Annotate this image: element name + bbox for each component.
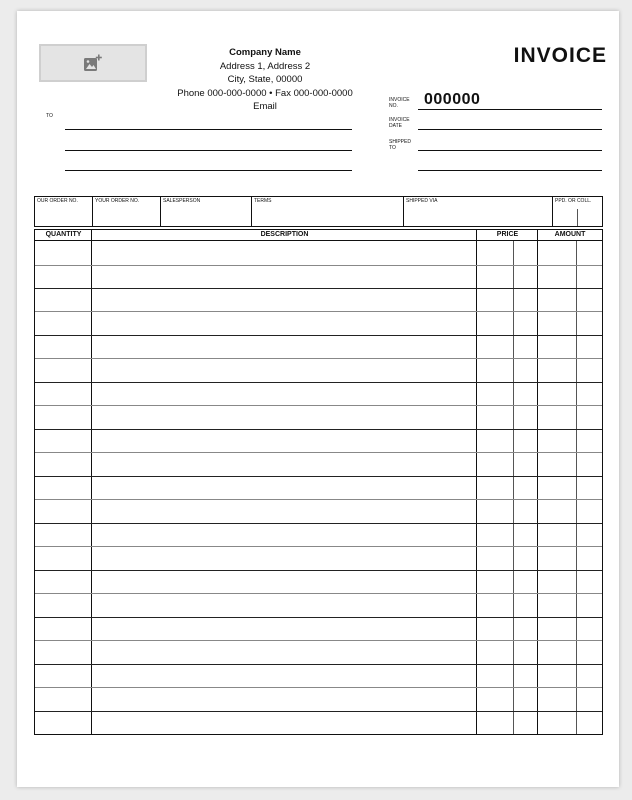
- line-items-table: [34, 229, 603, 735]
- document-title: INVOICE: [513, 44, 607, 67]
- table-row-line: [35, 452, 602, 453]
- your-order-no-label: YOUR ORDER NO.: [95, 198, 140, 204]
- invoice-no-label: INVOICE NO.: [389, 97, 410, 109]
- invoice-date-line[interactable]: [418, 129, 602, 130]
- price-cents-divider: [513, 241, 514, 734]
- company-email: Email: [253, 101, 277, 112]
- order-info-row: [34, 196, 603, 227]
- table-row-line: [35, 429, 602, 430]
- shipped-to-label: SHIPPED TO: [389, 139, 411, 151]
- table-row-line: [35, 265, 602, 266]
- table-row-line: [35, 617, 602, 618]
- invoice-sheet: [17, 11, 619, 787]
- table-row-line: [35, 711, 602, 712]
- table-row-line: [35, 523, 602, 524]
- our-order-no-field[interactable]: [35, 197, 92, 226]
- salesperson-label: SALESPERSON: [163, 198, 201, 204]
- table-row-line: [35, 687, 602, 688]
- table-row-line: [35, 358, 602, 359]
- company-phone-fax: Phone 000-000-0000 • Fax 000-000-0000: [177, 87, 353, 99]
- company-info: [157, 46, 373, 114]
- description-divider: [476, 230, 477, 734]
- to-label: TO: [46, 113, 53, 119]
- quantity-header: QUANTITY: [45, 231, 82, 238]
- company-address: Address 1, Address 2: [219, 60, 311, 72]
- table-row-line: [35, 546, 602, 547]
- to-line-2[interactable]: [65, 150, 352, 151]
- logo-placeholder[interactable]: [39, 44, 147, 82]
- invoice-no-line[interactable]: [418, 109, 602, 110]
- shipped-to-line-2[interactable]: [418, 170, 602, 171]
- table-row-line: [35, 335, 602, 336]
- amount-header: AMOUNT: [554, 231, 586, 238]
- salesperson-field[interactable]: [160, 197, 251, 226]
- terms-label: TERMS: [254, 198, 272, 204]
- table-header: [35, 230, 602, 241]
- company-city: City, State, 00000: [227, 74, 303, 85]
- price-divider: [537, 230, 538, 734]
- shipped-via-field[interactable]: [403, 197, 552, 226]
- table-row-line: [35, 476, 602, 477]
- table-row-line: [35, 640, 602, 641]
- quantity-divider: [91, 230, 92, 734]
- company-name: Company Name: [229, 47, 301, 58]
- table-row-line: [35, 405, 602, 406]
- table-row-line: [35, 593, 602, 594]
- amount-cents-divider: [576, 241, 577, 734]
- description-header: DESCRIPTION: [260, 231, 309, 238]
- terms-field[interactable]: [251, 197, 403, 226]
- add-image-icon: [83, 54, 103, 72]
- invoice-number: 000000: [424, 91, 481, 108]
- table-row-line: [35, 664, 602, 665]
- to-line-1[interactable]: [65, 129, 352, 130]
- table-row-line: [35, 311, 602, 312]
- shipped-via-label: SHIPPED VIA: [406, 198, 438, 204]
- your-order-no-field[interactable]: [92, 197, 160, 226]
- invoice-date-label: INVOICE DATE: [389, 117, 410, 129]
- table-row-line: [35, 499, 602, 500]
- ppd-or-coll-field[interactable]: [552, 197, 602, 226]
- price-header: PRICE: [496, 231, 519, 238]
- shipped-to-line-1[interactable]: [418, 150, 602, 151]
- table-row-line: [35, 382, 602, 383]
- table-row-line: [35, 288, 602, 289]
- to-line-3[interactable]: [65, 170, 352, 171]
- our-order-no-label: OUR ORDER NO.: [37, 198, 78, 204]
- table-row-line: [35, 570, 602, 571]
- ppd-or-coll-label: PPD. OR COLL.: [555, 198, 592, 204]
